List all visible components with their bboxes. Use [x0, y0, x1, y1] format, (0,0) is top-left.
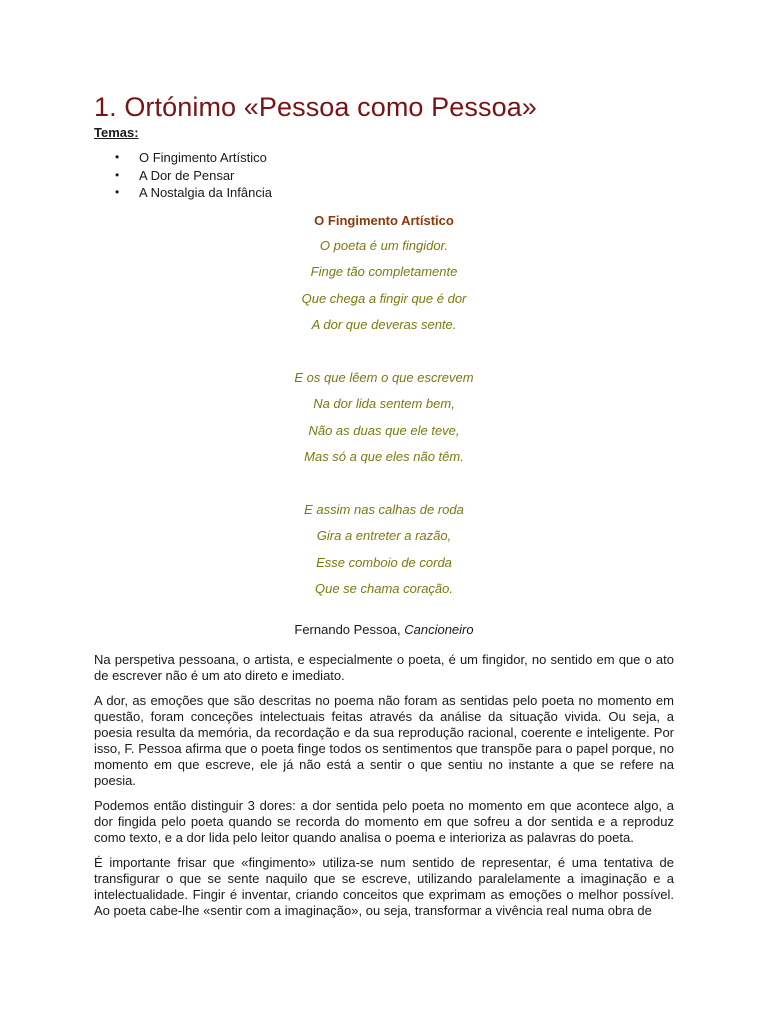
- stanza-gap: [94, 344, 674, 370]
- stanza-gap: [94, 476, 674, 502]
- body-paragraph: Podemos então distinguir 3 dores: a dor sentida pelo poeta no momento em que acontece algo, a dor fingida pelo poeta quando se recorda do momento em que sofreu a dor sentida e a reproduz como texto, e a dor lida pelo leitor quando analisa o poema e interioriza as palavras do poeta.: [94, 798, 674, 845]
- stanza-1: [94, 238, 674, 334]
- poem-verse: A dor que deveras sente.: [311, 317, 457, 332]
- poem-verse: O poeta é um fingidor.: [319, 237, 449, 253]
- body-paragraph: Na perspetiva pessoana, o artista, e especialmente o poeta, é um fingidor, no sentido em que o ato de escrever não é um ato direto e imediato.: [94, 652, 674, 683]
- theme-item: • A Dor de Pensar: [94, 167, 674, 185]
- document-content: [94, 90, 674, 919]
- poem-signature: [94, 621, 674, 639]
- poem-verse: Que chega a fingir que é dor: [301, 290, 467, 306]
- poem-verse: Que se chama coração.: [314, 581, 454, 596]
- poem-title: O Fingimento Artístico: [314, 212, 454, 228]
- poem-verse: Finge tão completamente: [310, 264, 458, 279]
- signature-author: Fernando Pessoa,: [294, 622, 405, 637]
- themes-label: Temas:: [94, 125, 139, 140]
- signature-work: Cancioneiro: [404, 622, 474, 637]
- stanza-3: [94, 502, 674, 598]
- poem-verse: Mas só a que eles não têm.: [304, 449, 464, 464]
- stanza-2: [94, 370, 674, 466]
- poem-verse: Gira a entreter a razão,: [316, 528, 452, 543]
- themes-list: [94, 149, 674, 202]
- body-paragraph: É importante frisar que «fingimento» utiliza-se num sentido de representar, é uma tentativa de transfigurar o que se sente naquilo que se escreve, utilizando paralelamente a imaginação e a intelectualidade. Fingir é inventar, criando conceitos que exprimam as emoções o melhor possível. Ao poeta cabe-lhe «sentir com a imaginação», ou seja, transformar a vivência real numa obra de: [94, 855, 674, 918]
- poem-verse: Na dor lida sentem bem,: [313, 396, 455, 411]
- page-title: 1. Ortónimo «Pessoa como Pessoa»: [94, 92, 537, 122]
- poem-verse: Esse comboio de corda: [316, 554, 452, 570]
- poem-verse: E assim nas calhas de roda: [304, 501, 464, 517]
- poem-verse: Não as duas que ele teve,: [308, 422, 460, 438]
- poem-verse: E os que lêem o que escrevem: [294, 369, 474, 385]
- poem: [94, 238, 674, 598]
- theme-item: • O Fingimento Artístico: [94, 149, 674, 167]
- body-paragraph: A dor, as emoções que são descritas no poema não foram as sentidas pelo poeta no momento em questão, foram conceções intelectuais feitas através da análise da situação vivida. Ou seja, a poesia resulta da memória, da recordação e da sua reprodução racional, coerente e inteligente. Por isso, F. Pessoa afirma que o poeta finge todos os sentimentos que transpõe para o papel porque, no momento em que escreve, ele já não está a sentir o que sentiu no instante a que se refere na poesia.: [94, 693, 674, 788]
- theme-item: • A Nostalgia da Infância: [94, 184, 674, 202]
